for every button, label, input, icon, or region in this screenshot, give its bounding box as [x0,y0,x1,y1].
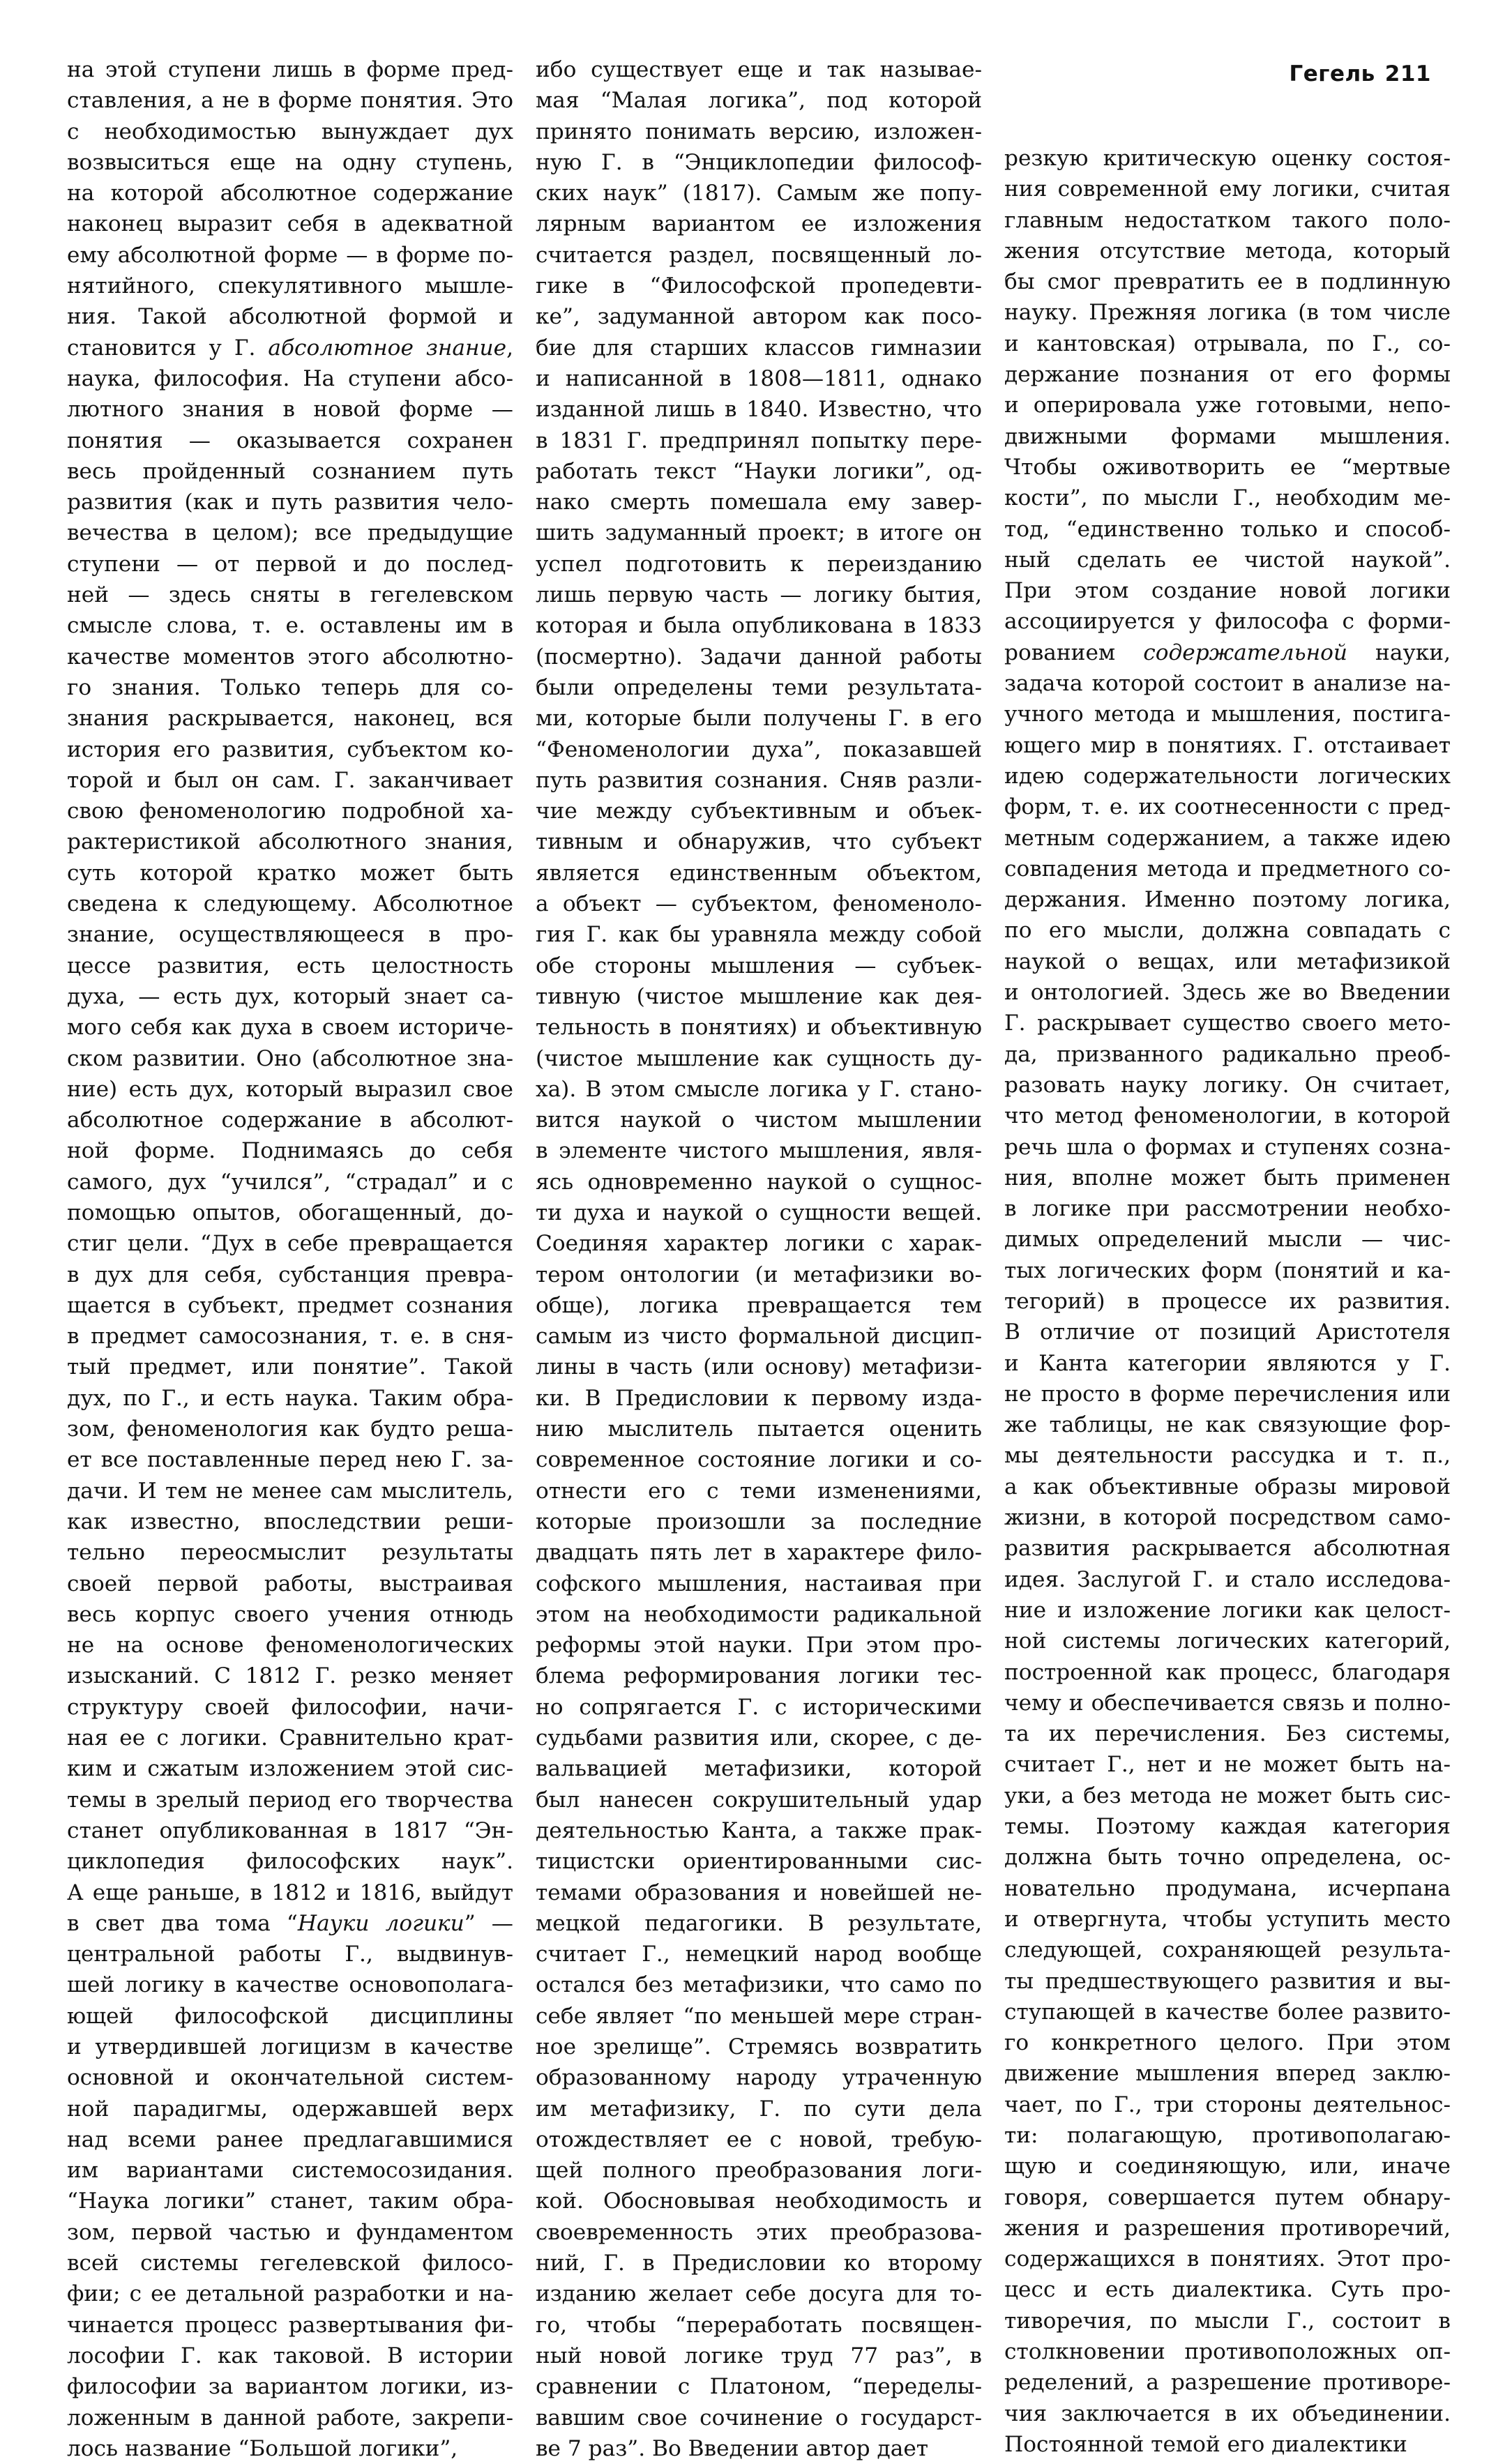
text-line: ние и изложение логики как целост- [1004,1597,1451,1623]
text-line: ющей философской дисциплины [67,2003,513,2029]
text-line: ределений, а разрешение противоре- [1004,2370,1451,2396]
text-line: ему абсолютной форме — в форме по- [67,242,513,268]
text-line: ке”, задуманной автором как посо- [536,304,982,330]
text-line: науку. Прежняя логика (в том числе [1004,300,1451,326]
text-line: наукой о вещах, или метафизикой [1004,948,1451,974]
text-line: дух, по Г., и есть наука. Таким обра- [67,1385,513,1411]
text-line: должна быть точно определена, ос- [1004,1845,1451,1870]
text-line: изысканий. С 1812 Г. резко меняет [67,1663,513,1689]
text-line: с необходимостью вынуждает дух [67,119,513,144]
text-line: Постоянной темой его диалектики [1004,2431,1407,2457]
text-line: тегорий) в процессе их развития. [1004,1288,1451,1314]
text-line: “Наука логики” станет, таким обра- [67,2189,513,2214]
text-line: ском развитии. Оно (абсолютное зна- [67,1045,513,1071]
text-line: лософии Г. как таковой. В истории [67,2343,513,2368]
text-line: го, чтобы “переработать посвящен- [536,2312,982,2338]
text-line: зом, феноменология как будто реша- [67,1416,513,1442]
text-line: помощью опытов, обогащенный, до- [67,1200,513,1225]
text-line: возвыситься еще на одну ступень, [67,149,513,175]
text-line: весь пройденный сознанием путь [67,458,513,484]
text-line: совпадения метода и предметного со- [1004,856,1451,882]
text-line: принято понимать версию, изложен- [536,119,982,144]
text-line: лины в часть (или основу) метафизи- [536,1354,982,1380]
text-line: ет все поставленные перед нею Г. за- [67,1447,513,1473]
text-line: история его развития, субъектом ко- [67,736,513,762]
text-line: весь корпус своего учения отнюдь [67,1601,513,1627]
text-line: ная ее с логики. Сравнительно крат- [67,1725,513,1751]
text-line: чему и обеспечивается связь и полно- [1004,1690,1451,1716]
text-line: та их перечисления. Без системы, [1004,1721,1451,1747]
text-line: им вариантами системосозидания. [67,2158,513,2184]
text-line: торой и был он сам. Г. заканчивает [67,767,513,793]
text-line: дачи. И тем не менее сам мыслитель, [67,1478,513,1504]
text-line: и отвергнута, чтобы уступить место [1004,1906,1451,1932]
text-line: тый предмет, или понятие”. Такой [67,1354,513,1380]
text-line: столкновении противоположных оп- [1004,2339,1451,2365]
text-line: шей логику в качестве основополага- [67,1972,513,1998]
text-line: ступающей в качестве более развито- [1004,1999,1451,2025]
text-line: жизни, в которой посредством само- [1004,1505,1451,1531]
text-line: ной парадигмы, одержавшей верх [67,2096,513,2122]
text-line: отождествляет ее с новой, требую- [536,2126,982,2152]
text-line: тод, “единственно только и способ- [1004,516,1451,542]
text-line: реформы этой науки. При этом про- [536,1633,982,1658]
text-line: мы деятельности рассудка и т. п., [1004,1443,1451,1469]
text-line: бы смог превратить ее в подлинную [1004,269,1451,295]
text-line: стиг цели. “Дух в себе превращается [67,1231,513,1257]
text-line: тельно переосмыслит результаты [67,1540,513,1566]
text-line: изданной лишь в 1840. Известно, что [536,397,982,423]
text-line: ложенным в данной работе, закрепи- [67,2405,513,2431]
text-line: кой. Обосновывая необходимость и [536,2189,982,2214]
text-line: наконец выразит себя в адекватной [67,211,513,237]
text-line: уки, а без метода не может быть сис- [1004,1783,1451,1808]
text-line: обще), логика превращается тем [536,1292,982,1318]
text-line: темами образования и новейшей не- [536,1880,982,1905]
text-line: деятельностью Канта, а также прак- [536,1817,982,1843]
text-line: ха). В этом смысле логика у Г. стано- [536,1076,982,1102]
text-line: речь шла о формах и ступенях созна- [1004,1134,1451,1160]
text-line: и утвердившей логицизм в качестве [67,2034,513,2059]
text-line: своей первой работы, выстраивая [67,1571,513,1596]
text-line: нятийного, спекулятивного мышле- [67,273,513,299]
text-line: не на основе феноменологических [67,1633,513,1658]
text-line: ступени — от первой и до послед- [67,551,513,577]
text-line: разовать науку логику. Он считает, [1004,1072,1451,1098]
text-line: построенной как процесс, благодаря [1004,1659,1451,1685]
text-line: не просто в форме перечисления или [1004,1381,1451,1407]
text-line: тиворечия, по мысли Г., состоит в [1004,2308,1451,2334]
text-line: учного метода и мышления, постига- [1004,702,1451,727]
text-line: же таблицы, не как связующие фор- [1004,1412,1451,1438]
text-line: софского мышления, настаивая при [536,1571,982,1596]
text-line: ное зрелище”. Стремясь возвратить [536,2034,982,2059]
text-line: вечества в целом); все предыдущие [67,520,513,546]
text-line: понятия — оказывается сохранен [67,428,513,453]
text-line: в логике при рассмотрении необхо- [1004,1196,1451,1222]
text-line: фии; с ее детальной разработки и на- [67,2281,513,2307]
text-line: гия Г. как бы уравняла между собой [536,922,982,948]
text-line: и Канта категории являются у Г. [1004,1350,1451,1376]
text-line: метным содержанием, а также идею [1004,825,1451,851]
text-line: ней — здесь сняты в гегелевском [67,582,513,608]
text-line: им метафизику, Г. по сути дела [536,2096,982,2122]
text-line: да, призванного радикально преоб- [1004,1041,1451,1067]
text-line: но сопрягается Г. с историческими [536,1694,982,1720]
text-line: следующей, сохраняющей результа- [1004,1937,1451,1963]
text-line: и написанной в 1808—1811, однако [536,365,982,391]
text-line: рованием содержательной науки, [1004,640,1451,665]
text-line: как известно, впоследствии реши- [67,1509,513,1534]
text-line: щается в субъект, предмет сознания [67,1292,513,1318]
text-line: идею содержательности логических [1004,763,1451,789]
text-line: и оперировала уже готовыми, непо- [1004,393,1451,418]
text-line: ассоциируется у философа с форми- [1004,609,1451,635]
text-line: ким и сжатым изложением этой сис- [67,1756,513,1782]
text-line: абсолютное содержание в абсолют- [67,1108,513,1133]
text-line: смысле слова, т. е. оставлены им в [67,613,513,639]
text-line: движение мышления вперед заклю- [1004,2061,1451,2087]
text-line: лишь первую часть — логику бытия, [536,582,982,608]
text-line: обе стороны мышления — субъек- [536,953,982,978]
text-line: ты предшествующего развития и вы- [1004,1968,1451,1994]
text-line: ный новой логике труд 77 раз”, в [536,2343,982,2368]
text-line: цессе развития, есть целостность [67,953,513,978]
text-line: Г. раскрывает существо своего мето- [1004,1011,1451,1036]
text-line: тером онтологии (и метафизики во- [536,1262,982,1287]
text-line: которая и была опубликована в 1833 [536,613,982,639]
text-line: в предмет самосознания, т. е. в сня- [67,1324,513,1350]
text-line: бие для старших классов гимназии [536,335,982,361]
text-line: ния современной ему логики, считая [1004,176,1451,202]
text-line: ную Г. в “Энциклопедии философ- [536,149,982,175]
text-line: которые произошли за последние [536,1509,982,1534]
text-line: сведена к следующему. Абсолютное [67,891,513,917]
text-line: нию мыслитель пытается оценить [536,1416,982,1442]
text-line: ки. В Предисловии к первому изда- [536,1385,982,1411]
text-line: а как объективные образы мировой [1004,1474,1451,1499]
text-line: самого, дух “учился”, “страдал” и с [67,1169,513,1195]
text-line: тивную (чистое мышление как дея- [536,983,982,1009]
text-line: ние) есть дух, который выразил свое [67,1076,513,1102]
text-line: над всеми ранее предлагавшимися [67,2126,513,2152]
text-line: Чтобы оживотворить ее “мертвые [1004,454,1451,480]
text-line: лярным вариантом ее изложения [536,211,982,237]
text-line: жения и разрешения противоречий, [1004,2215,1451,2241]
text-line: мого себя как духа в своем историче- [67,1015,513,1041]
text-line: резкую критическую оценку состоя- [1004,146,1451,171]
text-line: тельность в понятиях) и объективную [536,1015,982,1041]
text-line: чия заключается в их объединении. [1004,2401,1451,2426]
text-line: ный сделать ее чистой наукой”. [1004,547,1451,573]
text-line: форм, т. е. их соотнесенности с пред- [1004,794,1451,820]
text-line: основной и окончательной систем- [67,2065,513,2091]
text-line: свою феноменологию подробной ха- [67,799,513,824]
text-line: успел подготовить к переизданию [536,551,982,577]
text-line: знания раскрывается, наконец, вся [67,706,513,732]
text-line: является единственным объектом, [536,860,982,886]
text-line: в дух для себя, субстанция превра- [67,1262,513,1287]
text-line: судьбами развития или, скорее, с де- [536,1725,982,1751]
text-line: ских наук” (1817). Самым же попу- [536,181,982,206]
text-line: блема реформирования логики тес- [536,1663,982,1689]
text-line: всей системы гегелевской филосо- [67,2251,513,2276]
text-line: щей полного преобразования логи- [536,2158,982,2184]
text-line: ибо существует еще и так называе- [536,57,982,82]
text-line: гике в “Философской пропедевти- [536,273,982,299]
text-line: темы. Поэтому каждая категория [1004,1814,1451,1840]
text-line: чает, по Г., три стороны деятельнос- [1004,2092,1451,2117]
text-line: жения отсутствие метода, который [1004,238,1451,264]
text-line: и онтологией. Здесь же во Введении [1004,980,1451,1006]
text-line: (чистое мышление как сущность ду- [536,1045,982,1071]
text-line: тицистски ориентированными сис- [536,1849,982,1875]
text-line: двадцать пять лет в характере фило- [536,1540,982,1566]
text-line: ти духа и наукой о сущности вещей. [536,1200,982,1225]
text-line: образованному народу утраченную [536,2065,982,2091]
text-line: сравнении с Платоном, “переделы- [536,2374,982,2400]
text-line: нако смерть помешала ему завер- [536,490,982,515]
text-line: остался без метафизики, что само по [536,1972,982,1998]
text-line: ной форме. Поднимаясь до себя [67,1138,513,1164]
text-line: ной системы логических категорий, [1004,1628,1451,1654]
text-line: ния, вполне может быть применен [1004,1165,1451,1191]
text-line: мая “Малая логика”, под которой [536,88,982,114]
text-line: ний, Г. в Предисловии ко второму [536,2251,982,2276]
text-line: станет опубликованная в 1817 “Эн- [67,1817,513,1843]
text-line: А еще раньше, в 1812 и 1816, выйдут [67,1880,513,1905]
text-line: отнести его с теми изменениями, [536,1478,982,1504]
text-line: вится наукой о чистом мышлении [536,1108,982,1133]
text-line: темы в зрелый период его творчества [67,1787,513,1813]
text-line: в 1831 Г. предпринял попытку пере- [536,428,982,453]
text-line: становится у Г. абсолютное знание, [67,335,513,361]
text-line: ставления, а не в форме понятия. Это [67,88,513,114]
text-line: При этом создание новой логики [1004,578,1451,604]
text-line: ясь одновременно наукой о сущнос- [536,1169,982,1195]
text-line: лось название “Большой логики”, [67,2435,458,2461]
text-line: в элементе чистого мышления, явля- [536,1138,982,1164]
text-line: мецкой педагогики. В результате, [536,1910,982,1936]
text-line: вавшим свое сочинение о государст- [536,2405,982,2431]
text-line: этом на необходимости радикальной [536,1601,982,1627]
text-line: структуру своей философии, начи- [67,1694,513,1720]
text-line: цесс и есть диалектика. Суть про- [1004,2277,1451,2303]
text-line: развития раскрывается абсолютная [1004,1536,1451,1562]
text-line: лютного знания в новой форме — [67,397,513,423]
text-line: качестве моментов этого абсолютно- [67,644,513,670]
text-line: циклопедия философских наук”. [67,1849,513,1875]
running-title: Гегель [1289,61,1375,86]
text-line: щую и соединяющую, или, иначе [1004,2154,1451,2179]
text-line: и кантовская) отрывала, по Г., со- [1004,331,1451,356]
text-line: ве 7 раз”. Во Введении автор дает [536,2435,929,2461]
text-line: говоря, совершается путем обнару- [1004,2184,1451,2210]
text-line: духа, — есть дух, который знает са- [67,983,513,1009]
text-line: шить задуманный проект; в итоге он [536,520,982,546]
text-line: считает Г., нет и не может быть на- [1004,1752,1451,1778]
text-line: что метод феноменологии, в которой [1004,1103,1451,1129]
text-line: чие между субъективным и объек- [536,799,982,824]
text-line: своевременность этих преобразова- [536,2219,982,2245]
text-line: движными формами мышления. [1004,423,1451,449]
text-line: по его мысли, должна совпадать с [1004,918,1451,944]
text-line: вальвацией метафизики, которой [536,1756,982,1782]
text-line: зом, первой частью и фундаментом [67,2219,513,2245]
text-line: задача которой состоит в анализе на- [1004,671,1451,697]
text-line: кости”, по мысли Г., необходим ме- [1004,485,1451,511]
text-line: ти: полагающую, противополагаю- [1004,2123,1451,2148]
text-line: В отличие от позиций Аристотеля [1004,1320,1451,1345]
text-line: развития (как и путь развития чело- [67,490,513,515]
text-line: наука, философия. На ступени абсо- [67,365,513,391]
text-line: го конкретного целого. При этом [1004,2030,1451,2056]
text-line: считается раздел, посвященный ло- [536,242,982,268]
text-column-1 [67,54,513,2464]
text-line: знание, осуществляющееся в про- [67,922,513,948]
text-line: тых логических форм (понятий и ка- [1004,1257,1451,1283]
text-line: Соединяя характер логики с харак- [536,1231,982,1257]
text-line: держания. Именно поэтому логика, [1004,887,1451,913]
text-column-2 [536,54,982,2464]
text-line: центральной работы Г., выдвинув- [67,1942,513,1967]
text-line: ми, которые были получены Г. в его [536,706,982,732]
running-header [1289,61,1431,86]
text-line: чинается процесс развертывания фи- [67,2312,513,2338]
text-line: суть которой кратко может быть [67,860,513,886]
text-line: димых определений мысли — чис- [1004,1227,1451,1253]
text-line: а объект — субъектом, феноменоло- [536,891,982,917]
text-line: го знания. Только теперь для со- [67,674,513,700]
text-line: был нанесен сокрушительный удар [536,1787,982,1813]
text-line: на этой ступени лишь в форме пред- [67,57,513,82]
text-line: работать текст “Науки логики”, од- [536,458,982,484]
text-line: держание познания от его формы [1004,362,1451,388]
text-line: на которой абсолютное содержание [67,181,513,206]
text-line: изданию желает себе досуга для то- [536,2281,982,2307]
text-line: современное состояние логики и со- [536,1447,982,1473]
text-line: себе являет “по меньшей мере стран- [536,2003,982,2029]
text-line: самым из чисто формальной дисцип- [536,1324,982,1350]
text-line: (посмертно). Задачи данной работы [536,644,982,670]
text-column-3 [1004,143,1451,2460]
text-line: главным недостатком такого поло- [1004,207,1451,233]
text-line: считает Г., немецкий народ вообще [536,1942,982,1967]
text-line: ющего мир в понятиях. Г. отстаивает [1004,732,1451,758]
text-line: рактеристикой абсолютного знания, [67,829,513,855]
text-line: ния. Такой абсолютной формой и [67,304,513,330]
text-line: в свет два тома “Науки логики” — [67,1910,513,1936]
text-line: идея. Заслугой Г. и стало исследова- [1004,1566,1451,1592]
text-line: содержащихся в понятиях. Этот про- [1004,2246,1451,2272]
text-line: путь развития сознания. Сняв разли- [536,767,982,793]
text-line: философии за вариантом логики, из- [67,2374,513,2400]
text-line: были определены теми результата- [536,674,982,700]
text-line: “Феноменологии духа”, показавшей [536,736,982,762]
text-line: тивным и обнаружив, что субъект [536,829,982,855]
page-number: 211 [1384,61,1431,86]
text-line: новательно продумана, исчерпана [1004,1875,1451,1901]
